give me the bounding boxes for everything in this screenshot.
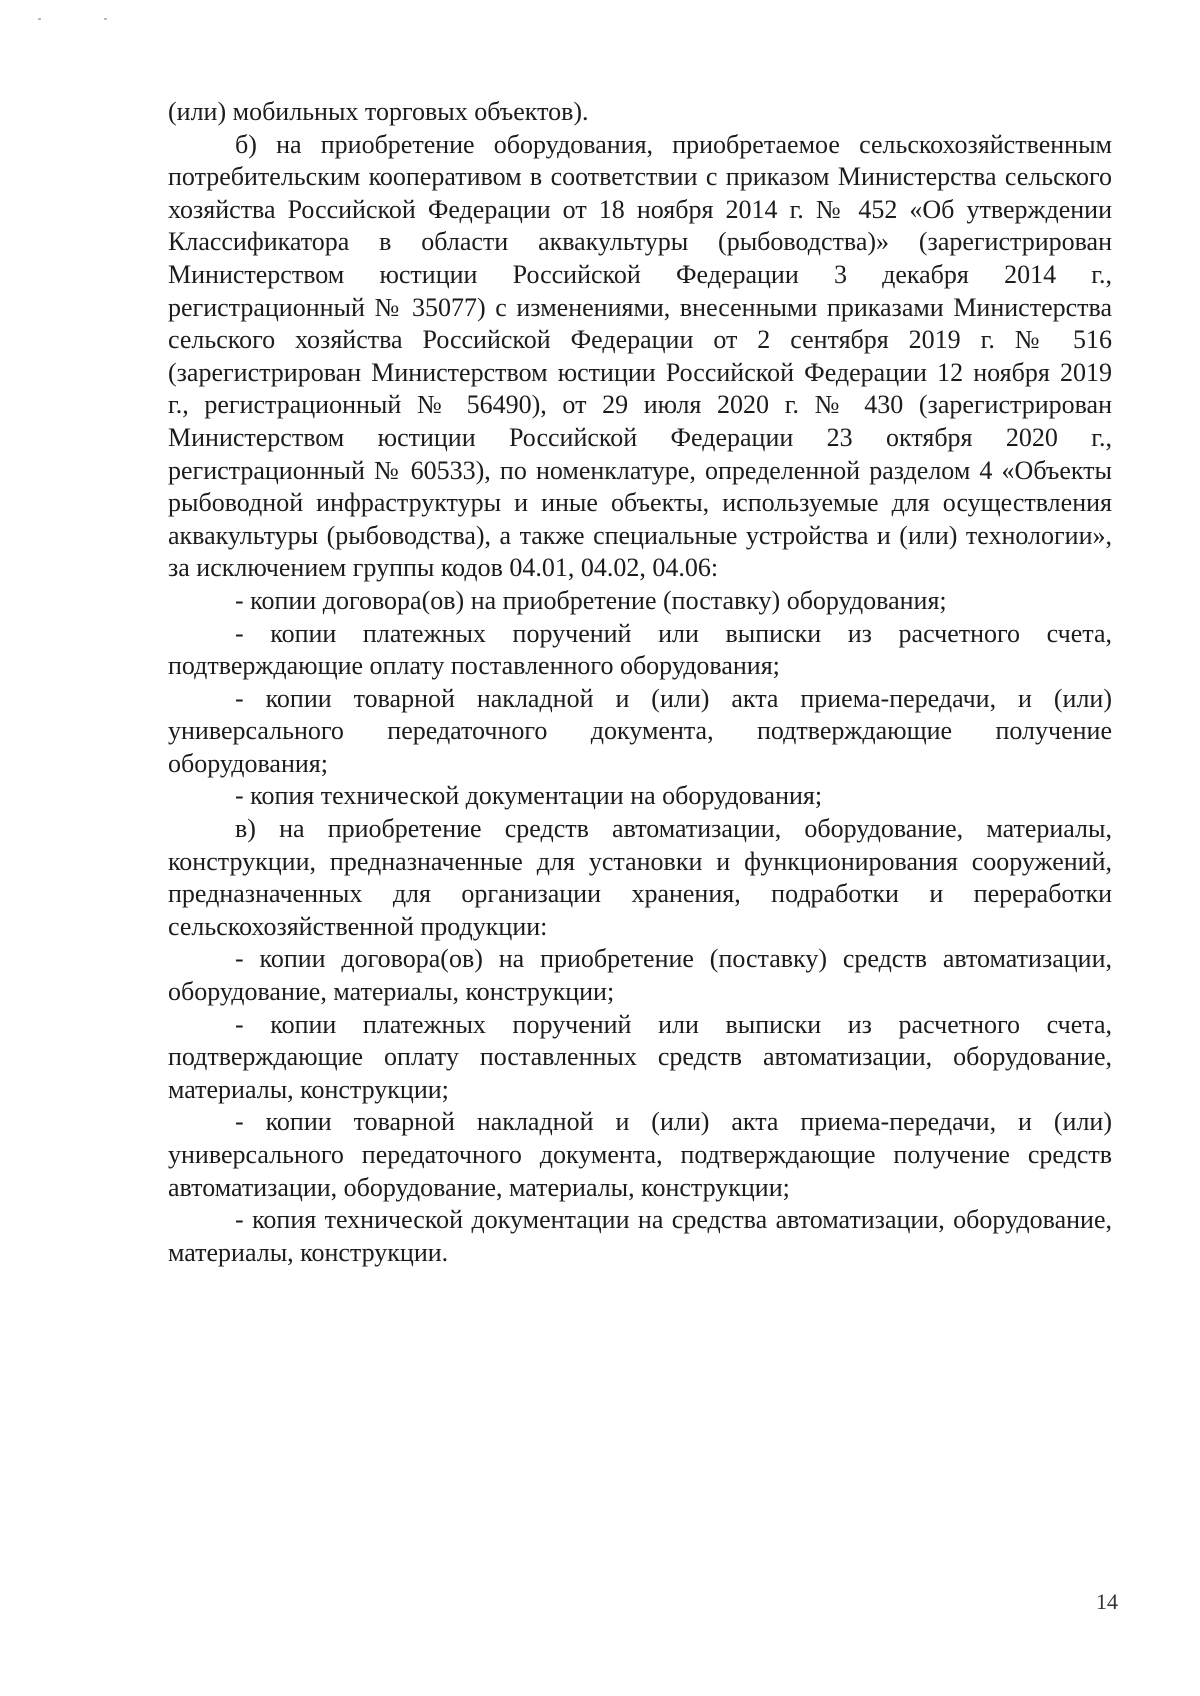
- list-item: - копии договора(ов) на приобретение (поставку) оборудования;: [235, 585, 947, 615]
- list-item: - копии договора(ов) на приобретение (поставку) средств автоматизации, оборудование, материалы, конструкции;: [168, 944, 1112, 1007]
- page-number: 14: [1096, 1589, 1118, 1614]
- paragraph-item-v: в) на приобретение средств автоматизации, оборудование, материалы, конструкции, предназначенные для установки и функционирования сооружений, предназначенных для организации хранения, подработки и переработки сельскохозяйственной продукции:: [168, 814, 1112, 941]
- list-item: - копии товарной накладной и (или) акта приема-передачи, и (или) универсального передаточного документа, подтверждающие получение средств автоматизации, оборудование, материалы, конструкции;: [168, 1107, 1112, 1202]
- list-item: - копии платежных поручений или выписки из расчетного счета, подтверждающие оплату поставленного оборудования;: [168, 618, 1112, 681]
- list-item: - копия технической документации на оборудования;: [235, 781, 823, 811]
- scan-artifact: [38, 18, 41, 20]
- list-item: - копии платежных поручений или выписки из расчетного счета, подтверждающие оплату поставленных средств автоматизации, оборудование, материалы, конструкции;: [168, 1009, 1112, 1104]
- paragraph-item-b: б) на приобретение оборудования, приобретаемое сельскохозяйственным потребительским кооперативом в соответствии с приказом Министерства сельского хозяйства Российской Федерации от 18 ноября 2014 г. № 452 «Об утверждении Классификатора в области аквакультуры (рыбоводства)» (зарегистрирован Министерством юстиции Российской Федерации 3 декабря 2014 г., регистрационный № 35077) с изменениями, внесенными приказами Министерства сельского хозяйства Российской Федерации от 2 сентября 2019 г. № 516 (зарегистрирован Министерством юстиции Российской Федерации 12 ноября 2019 г., регистрационный № 56490), от 29 июля 2020 г. № 430 (зарегистрирован Министерством юстиции Российской Федерации 23 октября 2020 г., регистрационный № 60533), по номенклатуре, определенной разделом 4 «Объекты рыбоводной инфраструктуры и иные объекты, используемые для осуществления аквакультуры (рыбоводства), а также специальные устройства и (или) технологии», за исключением группы кодов 04.01, 04.02, 04.06:: [168, 129, 1112, 583]
- paragraph-continuation: (или) мобильных торговых объектов).: [168, 97, 589, 126]
- list-item: - копия технической документации на средства автоматизации, оборудование, материалы, конструкции.: [168, 1205, 1112, 1267]
- scan-artifact: [104, 18, 107, 20]
- list-item: - копии товарной накладной и (или) акта приема-передачи, и (или) универсального передаточного документа, подтверждающие получение оборудования;: [168, 683, 1112, 778]
- document-body: [168, 96, 1112, 1269]
